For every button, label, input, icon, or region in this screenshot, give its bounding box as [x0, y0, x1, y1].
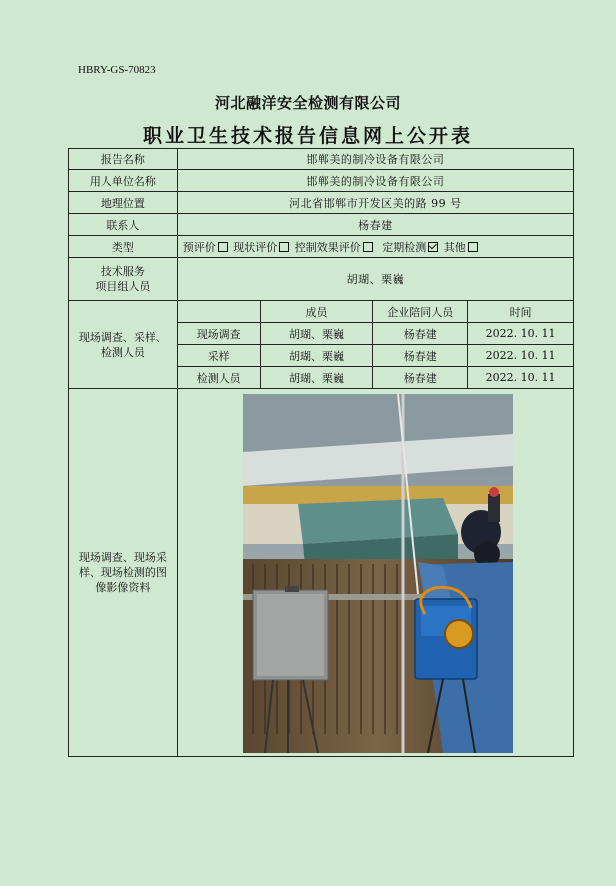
- escort-header: 企业陪同人员: [373, 301, 468, 323]
- type-label: 类型: [69, 236, 178, 258]
- checkbox-icon: [363, 242, 373, 252]
- time-header: 时间: [468, 301, 574, 323]
- row-report-name: [69, 149, 574, 170]
- tech-team-label: 技术服务 项目组人员: [69, 258, 178, 301]
- document-number: HBRY-GS-70823: [78, 64, 156, 76]
- factory-inspection-photo: [243, 394, 513, 753]
- checkbox-icon: [279, 242, 289, 252]
- type-options: [177, 236, 573, 258]
- checked-checkbox-icon: [428, 242, 438, 252]
- members-cell: 胡瑚、栗巍: [260, 345, 373, 367]
- site-photo-cell: [177, 389, 573, 757]
- field-header-row: [69, 301, 574, 323]
- contact-label: 联系人: [69, 214, 178, 236]
- site-images-label: 现场调查、现场采 样、现场检测的图 像影像资料: [69, 389, 178, 757]
- disclosure-table: [68, 148, 574, 757]
- type-option-other: 其他: [444, 241, 479, 254]
- members-header: 成员: [260, 301, 373, 323]
- time-cell: 2022. 10. 11: [468, 323, 574, 345]
- role-cell: 现场调查: [177, 323, 260, 345]
- escort-cell: 杨春建: [373, 323, 468, 345]
- report-name-label: 报告名称: [69, 149, 178, 170]
- type-option-periodic-testing: 定期检测: [382, 241, 439, 254]
- members-cell: 胡瑚、栗巍: [260, 323, 373, 345]
- empty-header-cell: [177, 301, 260, 323]
- escort-cell: 杨春建: [373, 367, 468, 389]
- location-value: 河北省邯郸市开发区美的路 99 号: [177, 192, 573, 214]
- role-cell: 采样: [177, 345, 260, 367]
- report-name-value: 邯郸美的制冷设备有限公司: [177, 149, 573, 170]
- row-tech-team: [69, 258, 574, 301]
- type-option-pre-assessment: 预评价: [183, 241, 229, 254]
- time-cell: 2022. 10. 11: [468, 367, 574, 389]
- location-label: 地理位置: [69, 192, 178, 214]
- type-option-status-assessment: 现状评价: [233, 241, 290, 254]
- row-employer: [69, 170, 574, 192]
- row-site-images: [69, 389, 574, 757]
- type-option-control-effect: 控制效果评价: [295, 241, 374, 254]
- row-type: [69, 236, 574, 258]
- members-cell: 胡瑚、栗巍: [260, 367, 373, 389]
- row-contact: [69, 214, 574, 236]
- checkbox-icon: [218, 242, 228, 252]
- role-cell: 检测人员: [177, 367, 260, 389]
- tech-team-value: 胡瑚、栗巍: [177, 258, 573, 301]
- page-title: 职业卫生技术报告信息网上公开表: [142, 125, 473, 147]
- employer-label: 用人单位名称: [69, 170, 178, 192]
- checkbox-icon: [468, 242, 478, 252]
- company-name: 河北融洋安全检测有限公司: [214, 94, 401, 112]
- field-staff-label: 现场调查、采样、 检测人员: [69, 301, 178, 389]
- contact-value: 杨春建: [177, 214, 573, 236]
- time-cell: 2022. 10. 11: [468, 345, 574, 367]
- row-location: [69, 192, 574, 214]
- site-photo: [243, 394, 513, 753]
- escort-cell: 杨春建: [373, 345, 468, 367]
- employer-value: 邯郸美的制冷设备有限公司: [177, 170, 573, 192]
